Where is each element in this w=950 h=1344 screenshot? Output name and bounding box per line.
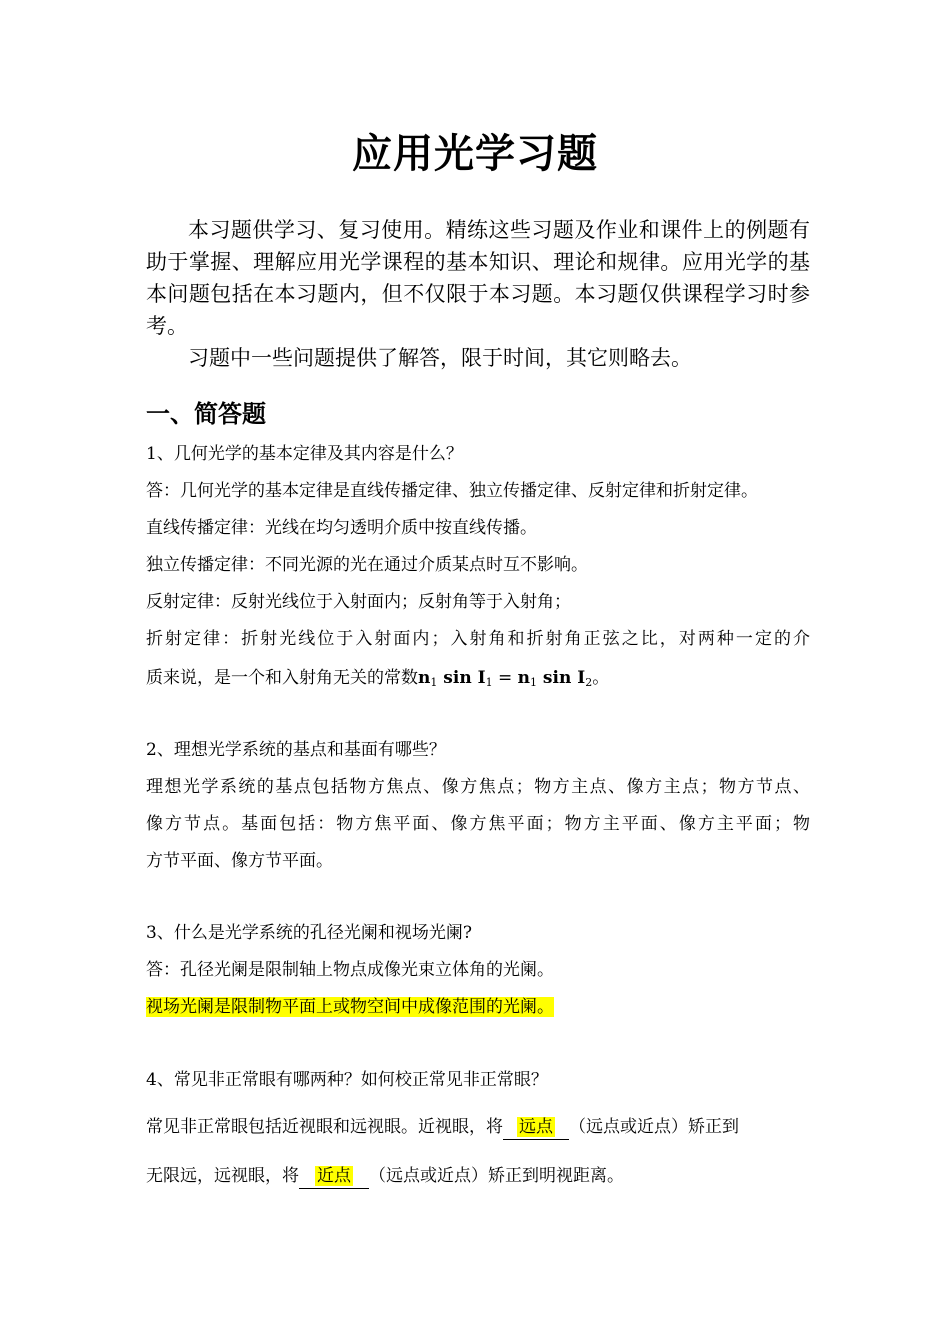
fill-blank-2: 近点 (299, 1164, 369, 1189)
law-reflection: 反射定律：反射光线位于入射面内；反射角等于入射角； (146, 592, 571, 612)
answer-2-line2: 像方节点。基面包括：物方焦平面、像方焦平面；物方主平面、像方主平面；物 (146, 814, 810, 834)
question-2: 2、理想光学系统的基点和基面有哪些？ (146, 740, 446, 760)
law-refraction-line2: 质来说，是一个和入射角无关的常数$n_1$ $\sin I_1 = n_1$ $\sin I_2$。 (146, 668, 610, 689)
snell-formula: $n_1$ $\sin I_1 = n_1$ $\sin I_2$ (418, 668, 593, 689)
law-independent: 独立传播定律：不同光源的光在通过介质某点时互不影响。 (146, 555, 588, 575)
answer-4-line1: 常见非正常眼包括近视眼和远视眼。近视眼，将 远点 （远点或近点）矫正到 (146, 1114, 810, 1140)
answer-4-line2: 无限远，远视眼，将 近点 （远点或近点）矫正到明视距离。 (146, 1163, 810, 1189)
section-heading: 一、简答题 (146, 400, 266, 428)
answer-3-line2 (146, 994, 554, 1020)
answer-2-line1: 理想光学系统的基点包括物方焦点、像方焦点；物方主点、像方主点；物方节点、 (146, 777, 810, 797)
answer-3-line1: 答：孔径光阑是限制轴上物点成像光束立体角的光阑。 (146, 960, 554, 980)
fill-blank-1: 远点 (503, 1115, 569, 1140)
question-3: 3、什么是光学系统的孔径光阑和视场光阑? (146, 923, 472, 943)
intro-paragraph-1: 本习题供学习、复习使用。精练这些习题及作业和课件上的例题有助于掌握、理解应用光学课程的基本知识、理论和规律。应用光学的基本问题包括在本习题内，但不仅限于本习题。本习题仅供课程学习时参考。 (146, 218, 810, 338)
answer-2-line3: 方节平面、像方节平面。 (146, 851, 333, 871)
law-rectilinear: 直线传播定律：光线在均匀透明介质中按直线传播。 (146, 518, 537, 538)
answer-1: 答：几何光学的基本定律是直线传播定律、独立传播定律、反射定律和折射定律。 (146, 481, 758, 501)
law-refraction-line1: 折射定律：折射光线位于入射面内；入射角和折射角正弦之比，对两种一定的介 (146, 629, 810, 649)
question-1: 1、几何光学的基本定律及其内容是什么？ (146, 444, 463, 464)
highlighted-text: 视场光阑是限制物平面上或物空间中成像范围的光阑。 (146, 997, 554, 1017)
page-title: 应用光学习题 (352, 131, 598, 177)
question-4: 4、常见非正常眼有哪两种？如何校正常见非正常眼？ (146, 1070, 548, 1090)
intro-paragraph-2: 习题中一些问题提供了解答，限于时间，其它则略去。 (188, 346, 692, 370)
